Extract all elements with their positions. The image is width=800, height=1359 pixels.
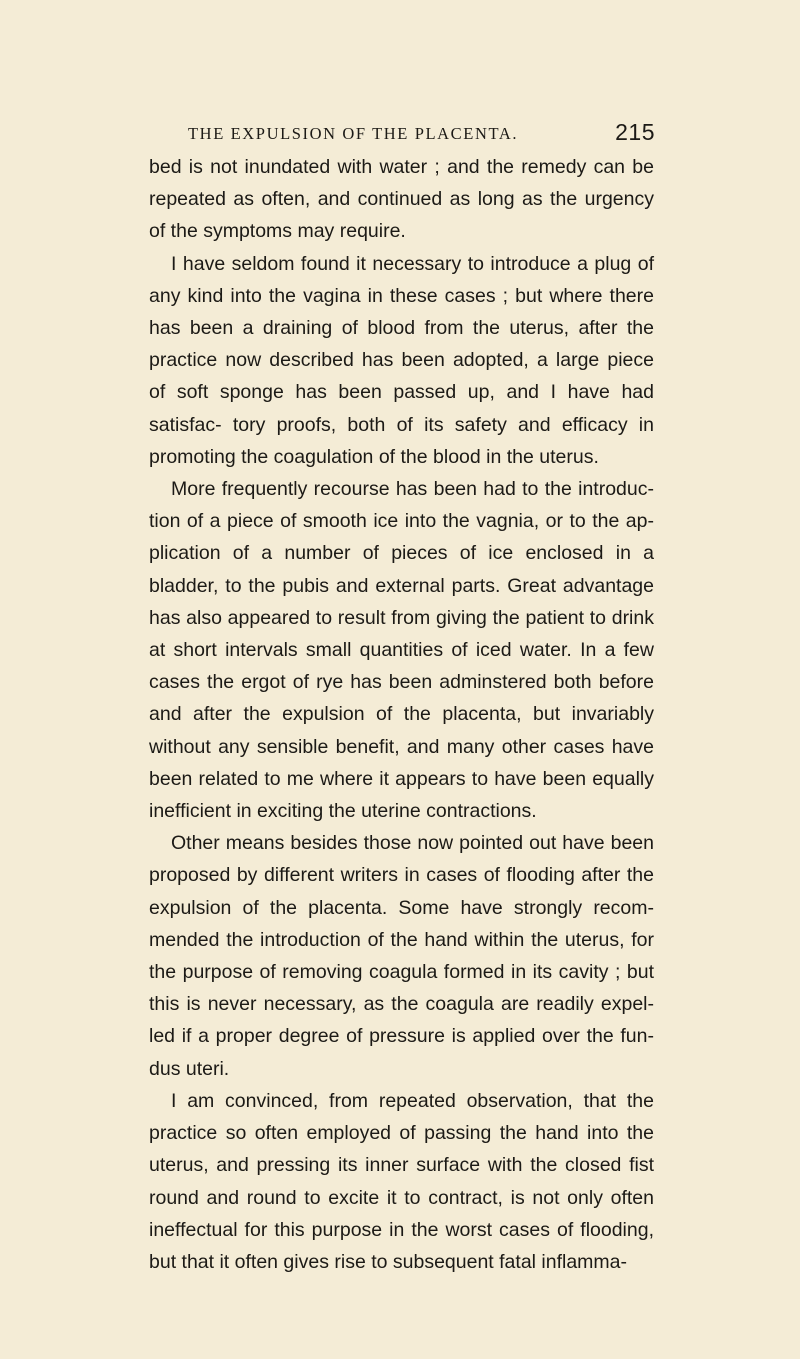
paragraph: Other means besides those now pointed out have been proposed by different writers in cases of flooding after the expulsion of the placenta. Some have strongly recom- mended the introduction of the hand within the uterus, for the purpose of removing coagula formed in its cavity ; but this is never necessary, as the coagula are readily expel- led if a proper degree of pressure is applied over the fun- dus uteri. (149, 832, 654, 1080)
body-text (149, 151, 654, 1278)
paragraph: I am convinced, from repeated observation, that the practice so often employed of passing the hand into the uterus, and pressing its inner surface with the closed fist round and round to excite it to contract, is not only often ineffectual for this purpose in the worst cases of flooding, but that it often gives rise to subsequent fatal inflamma- (149, 1089, 654, 1273)
paragraph: I have seldom found it necessary to introduce a plug of any kind into the vagina in these cases ; but where there has been a draining of blood from the uterus, after the practice now described has been adopted, a large piece of soft sponge has been passed up, and I have had satisfac- tory proofs, both of its safety and efficacy in promoting the coagulation of the blood in the uterus. (149, 252, 654, 468)
paragraph: bed is not inundated with water ; and the remedy can be repeated as often, and continued as long as the urgency of the symptoms may require. (149, 156, 654, 243)
page-number: 215 (615, 119, 655, 145)
paragraph: More frequently recourse has been had to the introduc- tion of a piece of smooth ice into the vagnia, or to the ap- plication of a number of pieces of ice enclosed in a bladder, to the pubis and external parts. Great advantage has also appeared to result from giving the patient to drink at short intervals small quantities of iced water. In a few cases the ergot of rye has been adminstered both before and after the expulsion of the placenta, but invariably without any sensible benefit, and many other cases have been related to me where it appears to have been equally inefficient in exciting the uterine contractions. (149, 478, 654, 823)
chapter-title: THE EXPULSION OF THE PLACENTA. (188, 124, 519, 143)
